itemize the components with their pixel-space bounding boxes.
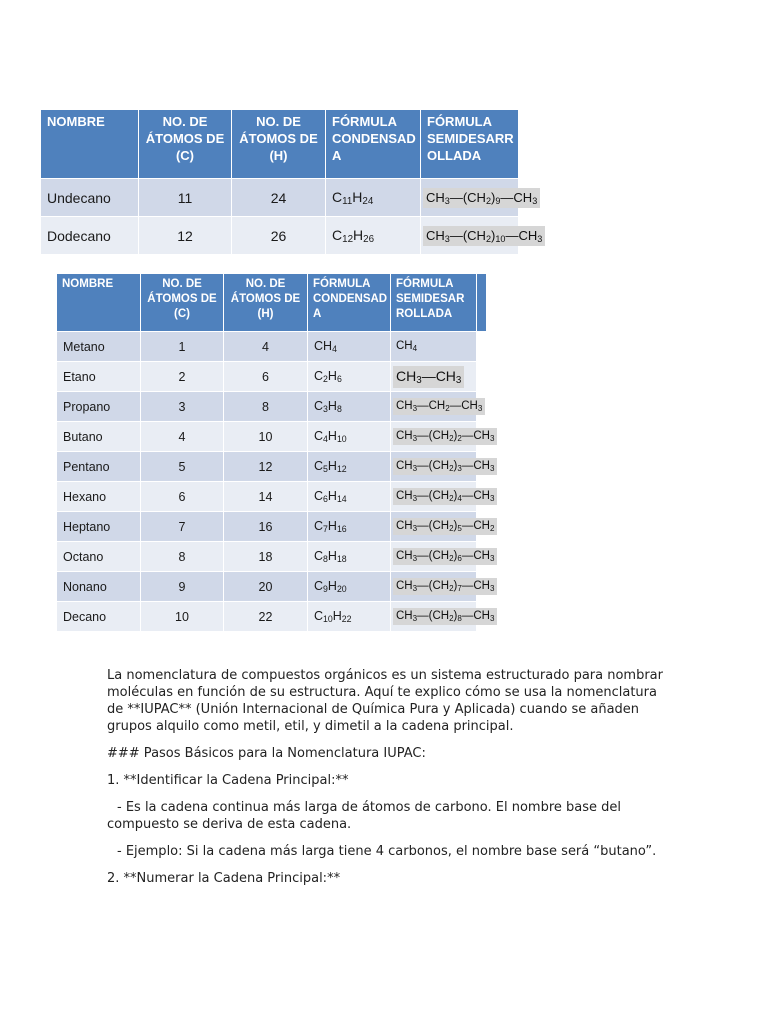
cell-formula-semidesarrollada	[391, 332, 477, 362]
cell-nombre: Undecano	[41, 179, 139, 217]
table-row	[57, 542, 487, 572]
cell-formula-semidesarrollada	[391, 512, 495, 542]
table-row	[41, 179, 519, 217]
cell-formula-semidesarrollada	[421, 217, 543, 255]
step-2: 2. **Numerar la Cadena Principal:**	[107, 871, 341, 886]
cell-atomos-h: 4	[224, 332, 308, 362]
body-text	[107, 667, 667, 897]
formula-image: $CH_3—(CH_2)_7—CH_3$	[393, 578, 497, 595]
cell-atomos-h: 12	[224, 452, 308, 482]
cell-formula-semidesarrollada	[391, 392, 483, 422]
formula-image: $CH_3—(CH_2)_3—CH_3$	[393, 458, 497, 475]
cell-formula-condensada: $C_7H_{16}$	[308, 512, 391, 542]
cell-nombre: Propano	[57, 392, 141, 422]
header-formula-condensada: FÓRMULA CONDENSAD A	[326, 110, 421, 179]
cell-atomos-c: 6	[141, 482, 224, 512]
section-heading: ### Pasos Básicos para la Nomenclatura IUPAC:	[107, 746, 426, 761]
formula-image: $CH_4$	[396, 340, 418, 353]
table-row	[57, 332, 487, 362]
cell-formula-condensada: $CH_4$	[308, 332, 391, 362]
cell-formula-condensada: $C_6H_{14}$	[308, 482, 391, 512]
cell-formula-condensada: $C_{11}H_{24}$	[326, 179, 421, 217]
cell-formula-condensada: $C_9H_{20}$	[308, 572, 391, 602]
cell-atomos-h: 24	[232, 179, 326, 217]
cell-formula-semidesarrollada	[421, 179, 538, 217]
header-formula-condensada: FÓRMULA CONDENSAD A	[308, 274, 391, 332]
cell-nombre: Metano	[57, 332, 141, 362]
cell-formula-condensada: $C_{12}H_{26}$	[326, 217, 421, 255]
cell-formula-semidesarrollada	[391, 482, 495, 512]
table-header-row	[57, 274, 487, 332]
cell-atomos-h: 6	[224, 362, 308, 392]
cell-atomos-c: 8	[141, 542, 224, 572]
formula-image: $CH_3—(CH_2)_{10}—CH_3$	[423, 226, 545, 246]
step-1-description: - Es la cadena continua más larga de átomos de carbono. El nombre base del compuesto se deriva de esta cadena.	[107, 800, 621, 832]
step-1: 1. **Identificar la Cadena Principal:**	[107, 773, 349, 788]
formula-image: $CH_3—(CH_2)_5—CH_2$	[393, 518, 497, 535]
cell-atomos-h: 10	[224, 422, 308, 452]
cell-atomos-h: 20	[224, 572, 308, 602]
intro-paragraph: La nomenclatura de compuestos orgánicos es un sistema estructurado para nombrar moléculas en función de su estructura. Aquí te explico cómo se usa la nomenclatura de **IUPAC** (Unión Internacional de Química Pura y Aplicada) cuando se añaden grupos alquilo como metil, etil, y dimetil a la cadena principal.	[107, 668, 663, 734]
cell-atomos-h: 26	[232, 217, 326, 255]
cell-formula-semidesarrollada	[391, 572, 495, 602]
cell-nombre: Nonano	[57, 572, 141, 602]
header-cropped	[477, 274, 487, 332]
table-row	[57, 512, 487, 542]
table-body	[41, 179, 543, 255]
cell-nombre: Hexano	[57, 482, 141, 512]
header-nombre: NOMBRE	[41, 110, 139, 179]
cell-atomos-c: 1	[141, 332, 224, 362]
cell-atomos-c: 9	[141, 572, 224, 602]
cell-atomos-c: 5	[141, 452, 224, 482]
cell-nombre: Octano	[57, 542, 141, 572]
cell-cropped	[477, 332, 487, 362]
table-row	[57, 422, 487, 452]
table-row	[57, 362, 487, 392]
cell-atomos-h: 16	[224, 512, 308, 542]
cell-nombre: Dodecano	[41, 217, 139, 255]
cell-formula-condensada: $C_3H_8$	[308, 392, 391, 422]
cell-nombre: Heptano	[57, 512, 141, 542]
step-1-example: - Ejemplo: Si la cadena más larga tiene 4 carbonos, el nombre base será “butano”.	[117, 844, 657, 859]
table-row	[57, 602, 487, 632]
header-atomos-c: NO. DE ÁTOMOS DE (C)	[139, 110, 232, 179]
cell-formula-condensada: $C_5H_{12}$	[308, 452, 391, 482]
formula-image: $CH_3—CH_3$	[393, 366, 464, 388]
cell-atomos-c: 7	[141, 512, 224, 542]
formula-image: $CH_3—CH_2—CH_3$	[393, 398, 485, 415]
cell-formula-condensada: $C_4H_{10}$	[308, 422, 391, 452]
table-row	[57, 482, 487, 512]
table-row	[57, 572, 487, 602]
header-formula-semidesarrollada: FÓRMULA SEMIDESARR OLLADA	[421, 110, 519, 179]
formula-image: $CH_3—(CH_2)_4—CH_3$	[393, 488, 497, 505]
cell-nombre: Etano	[57, 362, 141, 392]
table-header-row	[41, 110, 519, 179]
formula-image: $CH_3—(CH_2)_8—CH_3$	[393, 608, 497, 625]
formula-image: $CH_3—(CH_2)_9—CH_3$	[423, 188, 540, 208]
header-atomos-c: NO. DE ÁTOMOS DE (C)	[141, 274, 224, 332]
cell-atomos-c: 4	[141, 422, 224, 452]
cell-atomos-c: 2	[141, 362, 224, 392]
table-row	[57, 392, 487, 422]
cell-formula-semidesarrollada	[391, 542, 495, 572]
cell-formula-semidesarrollada	[391, 452, 495, 482]
cell-formula-condensada: $C_8H_{18}$	[308, 542, 391, 572]
cell-nombre: Decano	[57, 602, 141, 632]
formula-image: $CH_3—(CH_2)_6—CH_3$	[393, 548, 497, 565]
cell-formula-condensada: $C_2H_6$	[308, 362, 391, 392]
cell-atomos-c: 11	[139, 179, 232, 217]
cell-nombre: Butano	[57, 422, 141, 452]
cell-cropped	[477, 362, 487, 392]
cell-formula-semidesarrollada	[391, 422, 495, 452]
cell-formula-semidesarrollada	[391, 602, 495, 632]
header-formula-semidesarrollada: FÓRMULA SEMIDESAR ROLLADA	[391, 274, 477, 332]
cell-atomos-c: 12	[139, 217, 232, 255]
cell-atomos-h: 22	[224, 602, 308, 632]
cell-nombre: Pentano	[57, 452, 141, 482]
cell-formula-condensada: $C_{10}H_{22}$	[308, 602, 391, 632]
alkanes-table-2	[56, 273, 495, 632]
formula-image: $CH_3—(CH_2)_2—CH_3$	[393, 428, 497, 445]
cell-atomos-h: 14	[224, 482, 308, 512]
table-row	[57, 452, 487, 482]
cell-atomos-c: 10	[141, 602, 224, 632]
cell-atomos-c: 3	[141, 392, 224, 422]
table-row	[41, 217, 519, 255]
header-nombre: NOMBRE	[57, 274, 141, 332]
header-atomos-h: NO. DE ÁTOMOS DE (H)	[232, 110, 326, 179]
alkanes-table-1	[40, 109, 543, 255]
header-atomos-h: NO. DE ÁTOMOS DE (H)	[224, 274, 308, 332]
cell-formula-semidesarrollada	[391, 362, 477, 392]
cell-atomos-h: 18	[224, 542, 308, 572]
table-body	[57, 332, 495, 632]
cell-atomos-h: 8	[224, 392, 308, 422]
